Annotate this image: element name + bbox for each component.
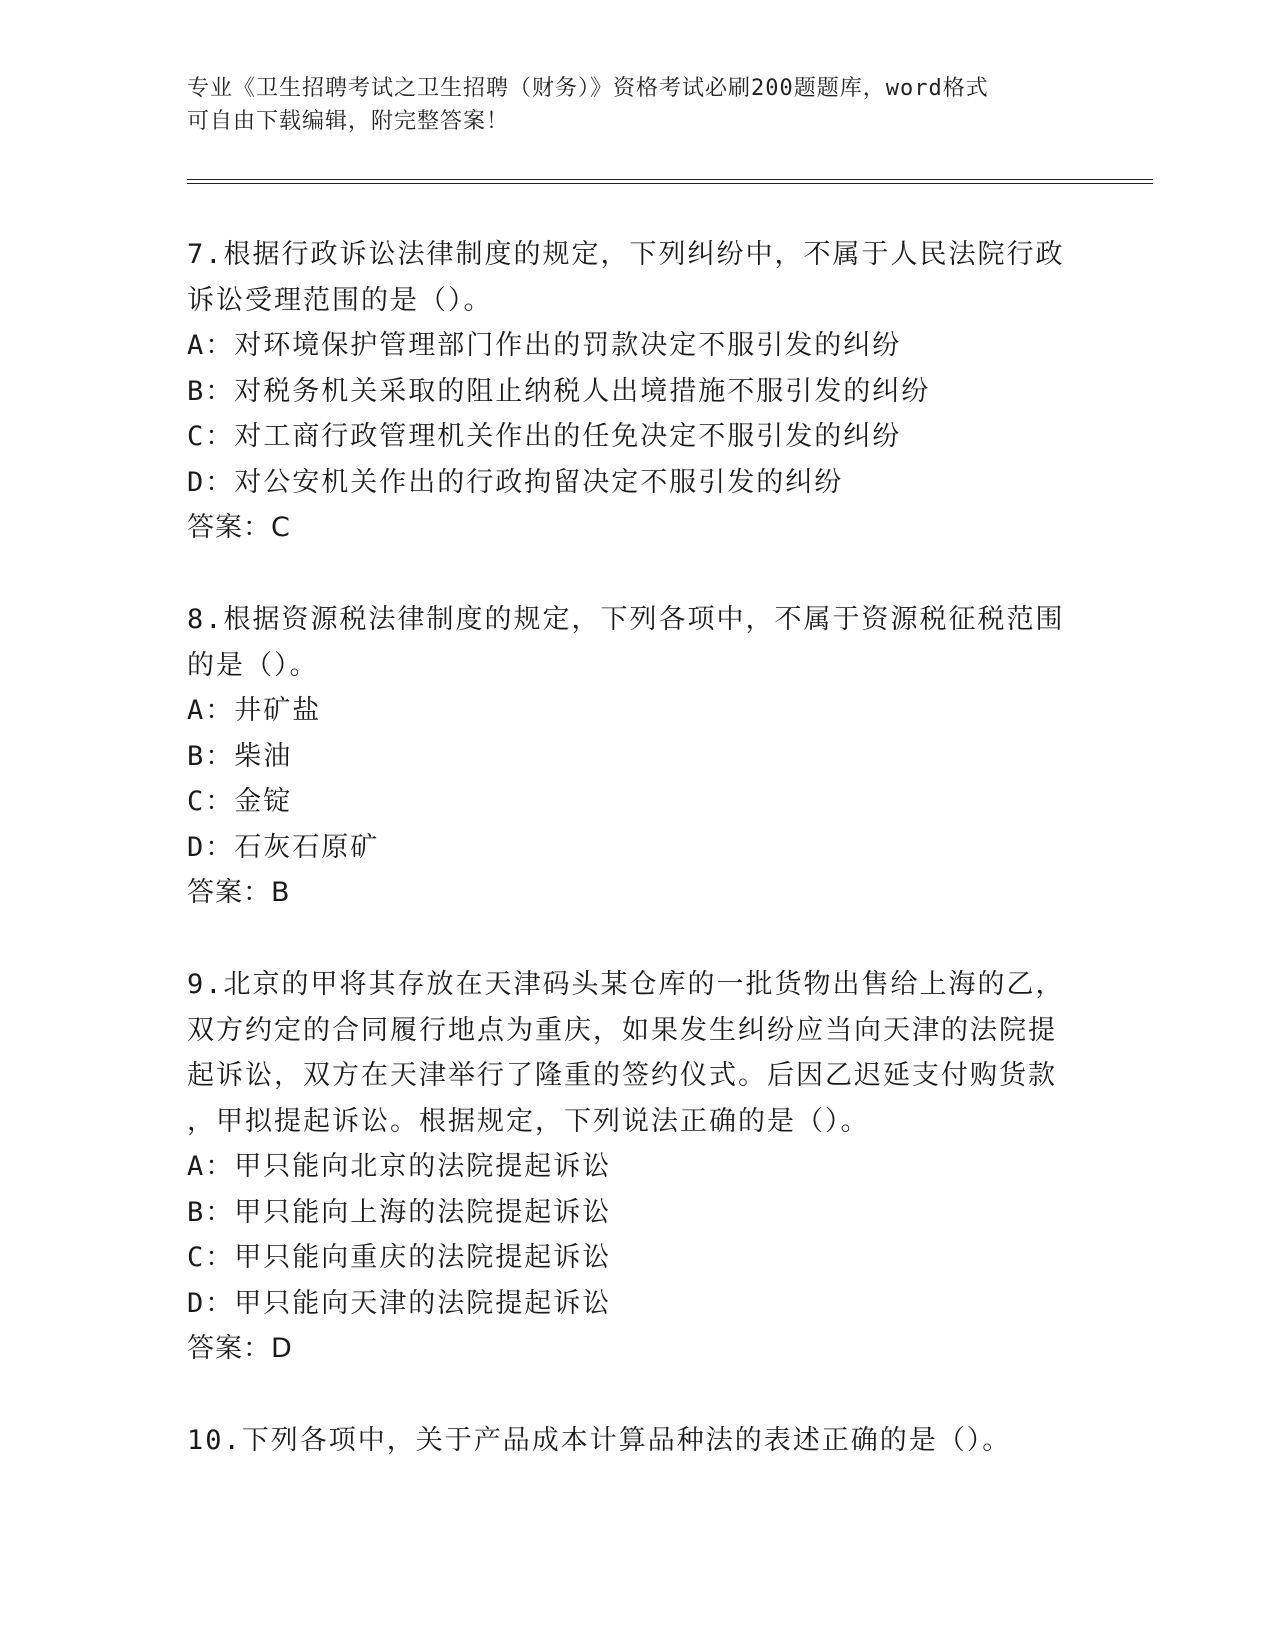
question-stem-line: 9.北京的甲将其存放在天津码头某仓库的一批货物出售给上海的乙， (187, 969, 1065, 1000)
question-stem-line: 起诉讼，双方在天津举行了隆重的签约仪式。后因乙迟延支付购货款 (187, 1060, 1057, 1091)
document-header (187, 72, 1067, 138)
option-d: D：甲只能向天津的法院提起诉讼 (187, 1287, 612, 1319)
option-c: C：对工商行政管理机关作出的任免决定不服引发的纠纷 (187, 421, 902, 452)
option-d: D：石灰石原矿 (187, 831, 380, 863)
header-divider-bottom (187, 183, 1153, 184)
option-b: B：对税务机关采取的阻止纳税人出境措施不服引发的纠纷 (187, 375, 931, 407)
answer-label: 答案：C (187, 512, 291, 543)
option-b: B：柴油 (187, 740, 293, 772)
question-10 (187, 1418, 1087, 1464)
option-a: A：甲只能向北京的法院提起诉讼 (187, 1151, 612, 1182)
question-stem-line: 8.根据资源税法律制度的规定，下列各项中，不属于资源税征税范围 (187, 604, 1065, 635)
question-stem-line: ，甲拟提起诉讼。根据规定，下列说法正确的是（）。 (187, 1105, 870, 1137)
question-stem-line: 双方约定的合同履行地点为重庆，如果发生纠纷应当向天津的法院提 (187, 1014, 1057, 1046)
question-7 (187, 232, 1087, 551)
question-stem-line: 诉讼受理范围的是（）。 (187, 284, 493, 316)
header-line-1: 专业《卫生招聘考试之卫生招聘（财务）》资格考试必刷200题题库，word格式 (187, 76, 989, 101)
answer-label: 答案：D (187, 1333, 293, 1364)
question-9 (187, 962, 1087, 1372)
header-divider-top (187, 179, 1153, 180)
option-c: C：甲只能向重庆的法院提起诉讼 (187, 1242, 612, 1273)
question-8 (187, 597, 1087, 916)
question-stem-line: 7.根据行政诉讼法律制度的规定，下列纠纷中，不属于人民法院行政 (187, 239, 1065, 270)
header-line-2: 可自由下载编辑，附完整答案！ (187, 109, 510, 134)
question-stem-line: 的是（）。 (187, 649, 319, 681)
answer-label: 答案：B (187, 877, 291, 908)
option-d: D：对公安机关作出的行政拘留决定不服引发的纠纷 (187, 466, 844, 498)
option-a: A：井矿盐 (187, 695, 322, 726)
option-c: C：金锭 (187, 786, 293, 817)
question-stem-line: 10.下列各项中，关于产品成本计算品种法的表述正确的是（）。 (187, 1425, 1012, 1456)
option-b: B：甲只能向上海的法院提起诉讼 (187, 1196, 612, 1228)
option-a: A：对环境保护管理部门作出的罚款决定不服引发的纠纷 (187, 330, 902, 361)
